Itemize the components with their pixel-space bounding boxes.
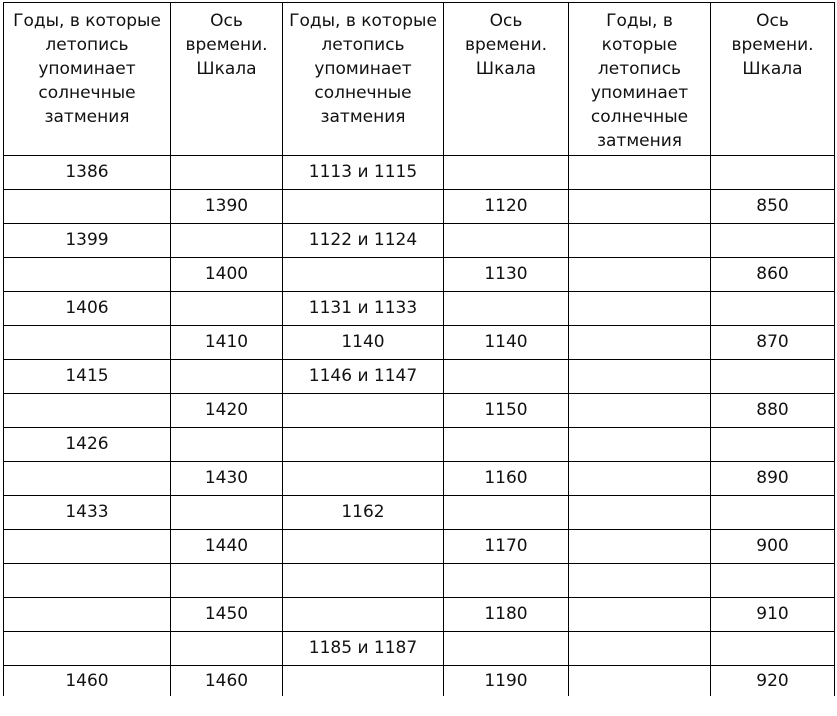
eclipse-timeline-table [3, 2, 835, 696]
table-cell [171, 496, 283, 530]
table-cell: 1410 [171, 326, 283, 360]
table-cell: 880 [711, 394, 835, 428]
table-cell [569, 394, 711, 428]
table-cell [171, 428, 283, 462]
table-cell [444, 292, 569, 326]
table-cell: 1460 [171, 666, 283, 697]
header-time-axis-3: Ось времени. Шкала [711, 3, 835, 156]
table-cell [283, 564, 444, 598]
table-cell [4, 326, 171, 360]
table-cell [711, 564, 835, 598]
table-cell: 1386 [4, 156, 171, 190]
table-cell [171, 224, 283, 258]
table-row [4, 292, 835, 326]
table-cell [283, 258, 444, 292]
table-cell [4, 258, 171, 292]
table-cell [171, 360, 283, 394]
table-row [4, 156, 835, 190]
table-cell: 890 [711, 462, 835, 496]
table-row [4, 530, 835, 564]
table-row [4, 190, 835, 224]
table-row [4, 360, 835, 394]
table-cell: 1426 [4, 428, 171, 462]
table-row [4, 632, 835, 666]
table-row [4, 224, 835, 258]
table-cell: 1120 [444, 190, 569, 224]
table-cell: 1460 [4, 666, 171, 697]
table-cell [711, 360, 835, 394]
table-row [4, 666, 835, 697]
table-cell [283, 530, 444, 564]
header-time-axis-1: Ось времени. Шкала [171, 3, 283, 156]
table-cell [283, 190, 444, 224]
table-cell: 1162 [283, 496, 444, 530]
table-cell [569, 360, 711, 394]
header-chronicle-years-3: Годы, в которые летопись упоминает солнечные затмения [569, 3, 711, 156]
table-cell [569, 564, 711, 598]
table-cell [711, 632, 835, 666]
table-cell: 1400 [171, 258, 283, 292]
table-cell [444, 564, 569, 598]
table-cell [569, 496, 711, 530]
header-chronicle-years-2: Годы, в которые летопись упоминает солнечные затмения [283, 3, 444, 156]
table-cell: 1406 [4, 292, 171, 326]
table-cell: 1140 [444, 326, 569, 360]
table-cell [569, 632, 711, 666]
table-cell [4, 190, 171, 224]
table-cell [569, 292, 711, 326]
table-row [4, 564, 835, 598]
table-cell [569, 428, 711, 462]
table-cell: 1146 и 1147 [283, 360, 444, 394]
table-cell [569, 462, 711, 496]
table-cell: 1122 и 1124 [283, 224, 444, 258]
table-body [4, 156, 835, 697]
table-cell: 850 [711, 190, 835, 224]
table-cell [569, 156, 711, 190]
table-cell: 1180 [444, 598, 569, 632]
table-cell [711, 428, 835, 462]
table-cell [711, 156, 835, 190]
table-cell [569, 190, 711, 224]
table-cell [569, 258, 711, 292]
table-cell: 1450 [171, 598, 283, 632]
table-cell [4, 598, 171, 632]
table-row [4, 496, 835, 530]
table-cell [283, 394, 444, 428]
table-row [4, 394, 835, 428]
table-cell: 1415 [4, 360, 171, 394]
table-row [4, 326, 835, 360]
table-cell [444, 224, 569, 258]
table-cell [444, 428, 569, 462]
table-cell: 1399 [4, 224, 171, 258]
table-row [4, 258, 835, 292]
table-cell [569, 224, 711, 258]
header-chronicle-years-1: Годы, в которые летопись упоминает солнечные затмения [4, 3, 171, 156]
table-cell [711, 224, 835, 258]
table-cell [444, 360, 569, 394]
table-cell: 1185 и 1187 [283, 632, 444, 666]
table-cell [4, 462, 171, 496]
table-cell: 1170 [444, 530, 569, 564]
table-cell: 910 [711, 598, 835, 632]
table-cell [283, 598, 444, 632]
table-cell [569, 530, 711, 564]
table-cell: 1190 [444, 666, 569, 697]
table-cell [444, 632, 569, 666]
table-cell [711, 496, 835, 530]
table-row [4, 598, 835, 632]
table-cell: 870 [711, 326, 835, 360]
table-cell [171, 292, 283, 326]
table-cell [283, 428, 444, 462]
table-cell [283, 462, 444, 496]
table-cell: 1390 [171, 190, 283, 224]
table-cell: 1140 [283, 326, 444, 360]
table-cell: 1430 [171, 462, 283, 496]
table-cell [171, 564, 283, 598]
table-cell [283, 666, 444, 697]
table-cell: 1131 и 1133 [283, 292, 444, 326]
table-cell: 860 [711, 258, 835, 292]
table-cell: 1113 и 1115 [283, 156, 444, 190]
table-cell [444, 496, 569, 530]
table-cell [171, 632, 283, 666]
table-cell: 920 [711, 666, 835, 697]
table-cell [569, 598, 711, 632]
table-cell [4, 632, 171, 666]
table-cell [4, 530, 171, 564]
table-cell: 1150 [444, 394, 569, 428]
table-cell [444, 156, 569, 190]
table-cell [569, 326, 711, 360]
table-cell [171, 156, 283, 190]
table-cell [711, 292, 835, 326]
table-cell [4, 564, 171, 598]
table-row [4, 428, 835, 462]
table-cell [4, 394, 171, 428]
table-cell: 900 [711, 530, 835, 564]
header-row [4, 3, 835, 156]
table-cell: 1160 [444, 462, 569, 496]
table-cell: 1433 [4, 496, 171, 530]
table-cell: 1130 [444, 258, 569, 292]
header-time-axis-2: Ось времени. Шкала [444, 3, 569, 156]
table-cell: 1440 [171, 530, 283, 564]
table-cell: 1420 [171, 394, 283, 428]
table-cell [569, 666, 711, 697]
table-row [4, 462, 835, 496]
